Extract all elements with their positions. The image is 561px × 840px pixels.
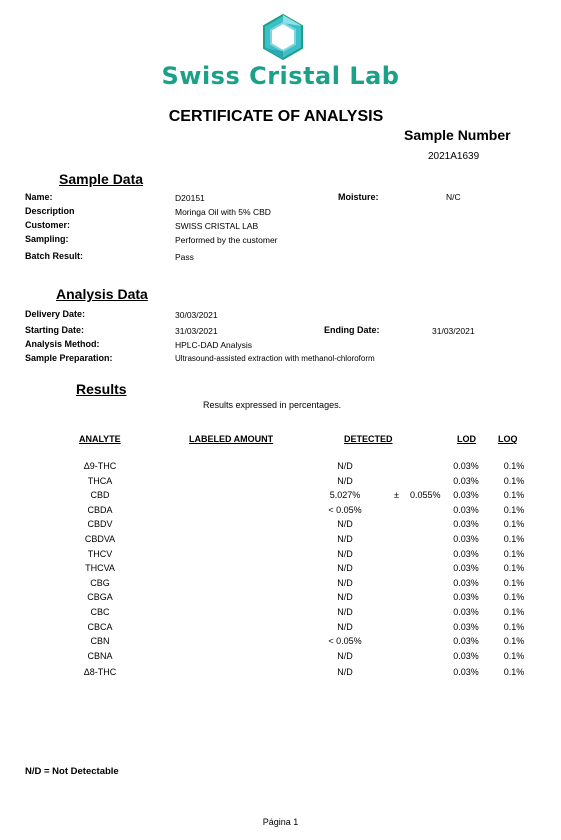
description-label: Description [25, 206, 75, 216]
customer-label: Customer: [25, 220, 71, 230]
analyte-cell: CBN [90, 636, 110, 646]
detected-cell: N/D [337, 667, 353, 677]
analyte-cell: CBNA [87, 651, 113, 661]
detected-cell: N/D [337, 651, 353, 661]
customer-value: SWISS CRISTAL LAB [175, 221, 259, 231]
brand-name: Swiss Cristal Lab [161, 62, 400, 90]
results-heading: Results [76, 381, 127, 397]
name-label: Name: [25, 192, 53, 202]
analyte-cell: CBDA [87, 505, 113, 515]
uncertainty-cell: 0.055% [410, 490, 441, 500]
starting-date-label: Starting Date: [25, 325, 85, 335]
moisture-label: Moisture: [338, 192, 379, 202]
detected-cell: N/D [337, 607, 353, 617]
delivery-date-label: Delivery Date: [25, 309, 86, 319]
lod-cell: 0.03% [453, 563, 479, 573]
ending-date-value: 31/03/2021 [432, 326, 475, 336]
loq-cell: 0.1% [503, 461, 525, 471]
detected-cell: 5.027% [329, 490, 361, 500]
column-labeled-amount: LABELED AMOUNT [189, 434, 274, 444]
loq-cell: 0.1% [503, 519, 525, 529]
loq-cell: 0.1% [503, 592, 525, 602]
analyte-cell: CBG [90, 578, 110, 588]
name-value: D20151 [175, 193, 205, 203]
column-analyte: ANALYTE [79, 434, 121, 444]
batch-result-label: Batch Result: [25, 251, 84, 261]
sampling-label: Sampling: [25, 234, 69, 244]
sample-data-heading: Sample Data [59, 171, 144, 187]
ending-date-label: Ending Date: [324, 325, 380, 335]
loq-cell: 0.1% [503, 651, 525, 661]
detected-cell: N/D [337, 476, 353, 486]
description-value: Moringa Oil with 5% CBD [175, 207, 271, 217]
page-number: Página 1 [262, 817, 299, 827]
detected-cell: N/D [337, 578, 353, 588]
nd-note: N/D = Not Detectable [25, 766, 119, 777]
sample-preparation-label: Sample Preparation: [25, 353, 113, 363]
lod-cell: 0.03% [453, 534, 479, 544]
detected-cell: N/D [337, 519, 353, 529]
lod-cell: 0.03% [453, 549, 479, 559]
analyte-cell: Δ8-THC [83, 667, 117, 677]
analyte-cell: CBCA [87, 622, 113, 632]
analyte-cell: CBGA [87, 592, 113, 602]
detected-cell: N/D [337, 592, 353, 602]
column-detected: DETECTED [344, 434, 393, 444]
lod-cell: 0.03% [453, 622, 479, 632]
starting-date-value: 31/03/2021 [175, 326, 218, 336]
sample-number: 2021A1639 [428, 151, 480, 162]
sample-number-label: Sample Number [404, 127, 511, 143]
column-lod: LOD [457, 434, 476, 444]
loq-cell: 0.1% [503, 490, 525, 500]
lod-cell: 0.03% [453, 636, 479, 646]
page-title: CERTIFICATE OF ANALYSIS [168, 108, 384, 125]
loq-cell: 0.1% [503, 607, 525, 617]
loq-cell: 0.1% [503, 549, 525, 559]
lod-cell: 0.03% [453, 476, 479, 486]
detected-cell: N/D [337, 622, 353, 632]
results-subtitle: Results expressed in percentages. [203, 400, 342, 410]
lod-cell: 0.03% [453, 578, 479, 588]
detected-cell: N/D [337, 534, 353, 544]
hexagon-crystal-icon [258, 12, 308, 62]
loq-cell: 0.1% [503, 563, 525, 573]
moisture-value: N/C [446, 192, 461, 202]
analyte-cell: THCVA [85, 563, 115, 573]
loq-cell: 0.1% [503, 476, 525, 486]
sample-preparation-value: Ultrasound-assisted extraction with methanol-chloroform [175, 354, 375, 363]
lod-cell: 0.03% [453, 490, 479, 500]
loq-cell: 0.1% [503, 636, 525, 646]
lod-cell: 0.03% [453, 461, 479, 471]
analyte-cell: CBDV [87, 519, 113, 529]
detected-cell: N/D [337, 461, 353, 471]
loq-cell: 0.1% [503, 622, 525, 632]
analyte-cell: THCA [87, 476, 113, 486]
lod-cell: 0.03% [453, 592, 479, 602]
delivery-date-value: 30/03/2021 [175, 310, 218, 320]
analyte-cell: Δ9-THC [83, 461, 117, 471]
loq-cell: 0.1% [503, 534, 525, 544]
detected-cell: N/D [337, 563, 353, 573]
loq-cell: 0.1% [503, 505, 525, 515]
plus-minus-cell: ± [394, 490, 399, 500]
detected-cell: < 0.05% [328, 505, 362, 515]
detected-cell: N/D [337, 549, 353, 559]
analyte-cell: CBD [90, 490, 110, 500]
lod-cell: 0.03% [453, 505, 479, 515]
analyte-cell: THCV [87, 549, 113, 559]
analysis-method-value: HPLC-DAD Analysis [175, 340, 252, 350]
analyte-cell: CBDVA [84, 534, 116, 544]
analysis-method-label: Analysis Method: [25, 339, 100, 349]
lod-cell: 0.03% [453, 651, 479, 661]
detected-cell: < 0.05% [328, 636, 362, 646]
analysis-data-heading: Analysis Data [56, 286, 148, 302]
lod-cell: 0.03% [453, 519, 479, 529]
loq-cell: 0.1% [503, 667, 525, 677]
column-loq: LOQ [498, 434, 518, 444]
sampling-value: Performed by the customer [175, 235, 278, 245]
loq-cell: 0.1% [503, 578, 525, 588]
lod-cell: 0.03% [453, 667, 479, 677]
lod-cell: 0.03% [453, 607, 479, 617]
analyte-cell: CBC [90, 607, 110, 617]
batch-result-value: Pass [175, 252, 194, 262]
